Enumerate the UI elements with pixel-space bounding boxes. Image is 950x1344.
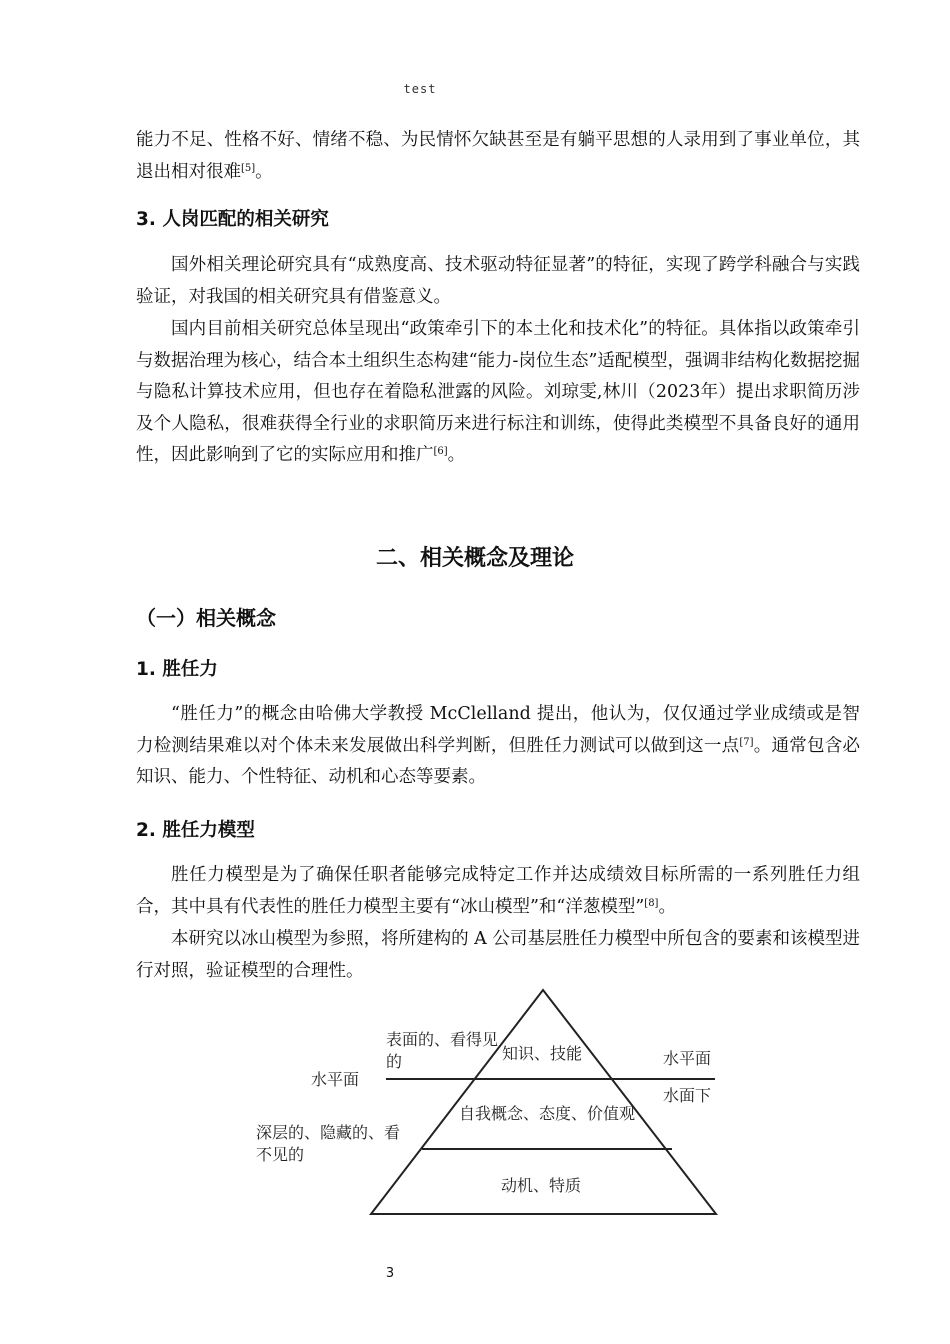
section-title: （一）相关概念 [136, 606, 276, 630]
heading-competency: 1. 胜任力 [136, 659, 218, 680]
label-water-level-left: 水平面 [311, 1070, 360, 1089]
tier-self-concept: 自我概念、态度、价值观 [458, 1104, 635, 1123]
tier-knowledge-skills: 知识、技能 [502, 1044, 583, 1063]
label-visible: 表面的、看得见的 [386, 1030, 499, 1071]
chapter-title: 二、相关概念及理论 [375, 546, 574, 571]
paragraph-competency [136, 699, 860, 794]
citation-ref: [5] [241, 162, 256, 174]
iceberg-model-figure [240, 985, 730, 1220]
paragraph-text: 胜任力模型是为了确保任职者能够完成特定工作并达成绩效目标所需的一系列胜任力组合，其中具有代表性的胜任力模型主要有“冰山模型”和“洋葱模型” [136, 865, 860, 917]
paragraph-end: 。通常包含必知识、能力、个性特征、动机和心态等要素。 [136, 735, 861, 787]
tier-motive-traits: 动机、特质 [501, 1176, 582, 1195]
paragraph-text: “胜任力”的概念由哈佛大学教授 McClelland 提出，他认为，仅仅通过学业成绩或是智力检测结果难以对个体未来发展做出科学判断，但胜任力测试可以做到这一点 [136, 704, 860, 756]
label-water-level-right: 水平面 [663, 1049, 712, 1068]
paragraph-domestic-research [136, 314, 860, 472]
paragraph-end: 。 [658, 896, 676, 917]
citation-ref: [7] [739, 736, 754, 748]
paragraph-text: 国内目前相关研究总体呈现出“政策牵引下的本土化和技术化”的特征。具体指以政策牵引与数据治理为核心，结合本土组织生态构建“能力-岗位生态”适配模型，强调非结构化数据挖掘与隐私计算技术应用，但也存在着隐私泄露的风险。刘琼雯,林川（2023年）提出求职简历涉及个人隐私，很难获得全行业的求职简历来进行标注和训练，使得此类模型不具备良好的通用性，因此影响到了它的实际应用和推广 [136, 319, 860, 465]
paragraph-competency-model [136, 860, 860, 923]
page-number: 3 [385, 1266, 395, 1281]
label-below-water: 水面下 [663, 1086, 712, 1105]
paragraph-continuation [136, 125, 860, 188]
heading-person-job-fit: 3. 人岗匹配的相关研究 [136, 209, 329, 230]
paragraph-foreign-research: 国外相关理论研究具有“成熟度高、技术驱动特征显著”的特征，实现了跨学科融合与实践验证，对我国的相关研究具有借鉴意义。 [136, 255, 860, 307]
paragraph-study-basis: 本研究以冰山模型为参照，将所建构的 A 公司基层胜任力模型中所包含的要素和该模型进行对照，验证模型的合理性。 [136, 929, 860, 981]
citation-ref: [6] [433, 446, 448, 457]
page-header: test [403, 82, 437, 96]
paragraph-end: 。 [447, 445, 466, 465]
paragraph-text: 能力不足、性格不好、情绪不稳、为民情怀欠缺甚至是有躺平思想的人录用到了事业单位，其退出相对很难 [136, 130, 860, 182]
label-hidden: 深层的、隐藏的、看不见的 [256, 1123, 401, 1164]
paragraph-end: 。 [255, 161, 273, 182]
heading-competency-model: 2. 胜任力模型 [136, 820, 255, 841]
citation-ref: [8] [644, 897, 659, 909]
